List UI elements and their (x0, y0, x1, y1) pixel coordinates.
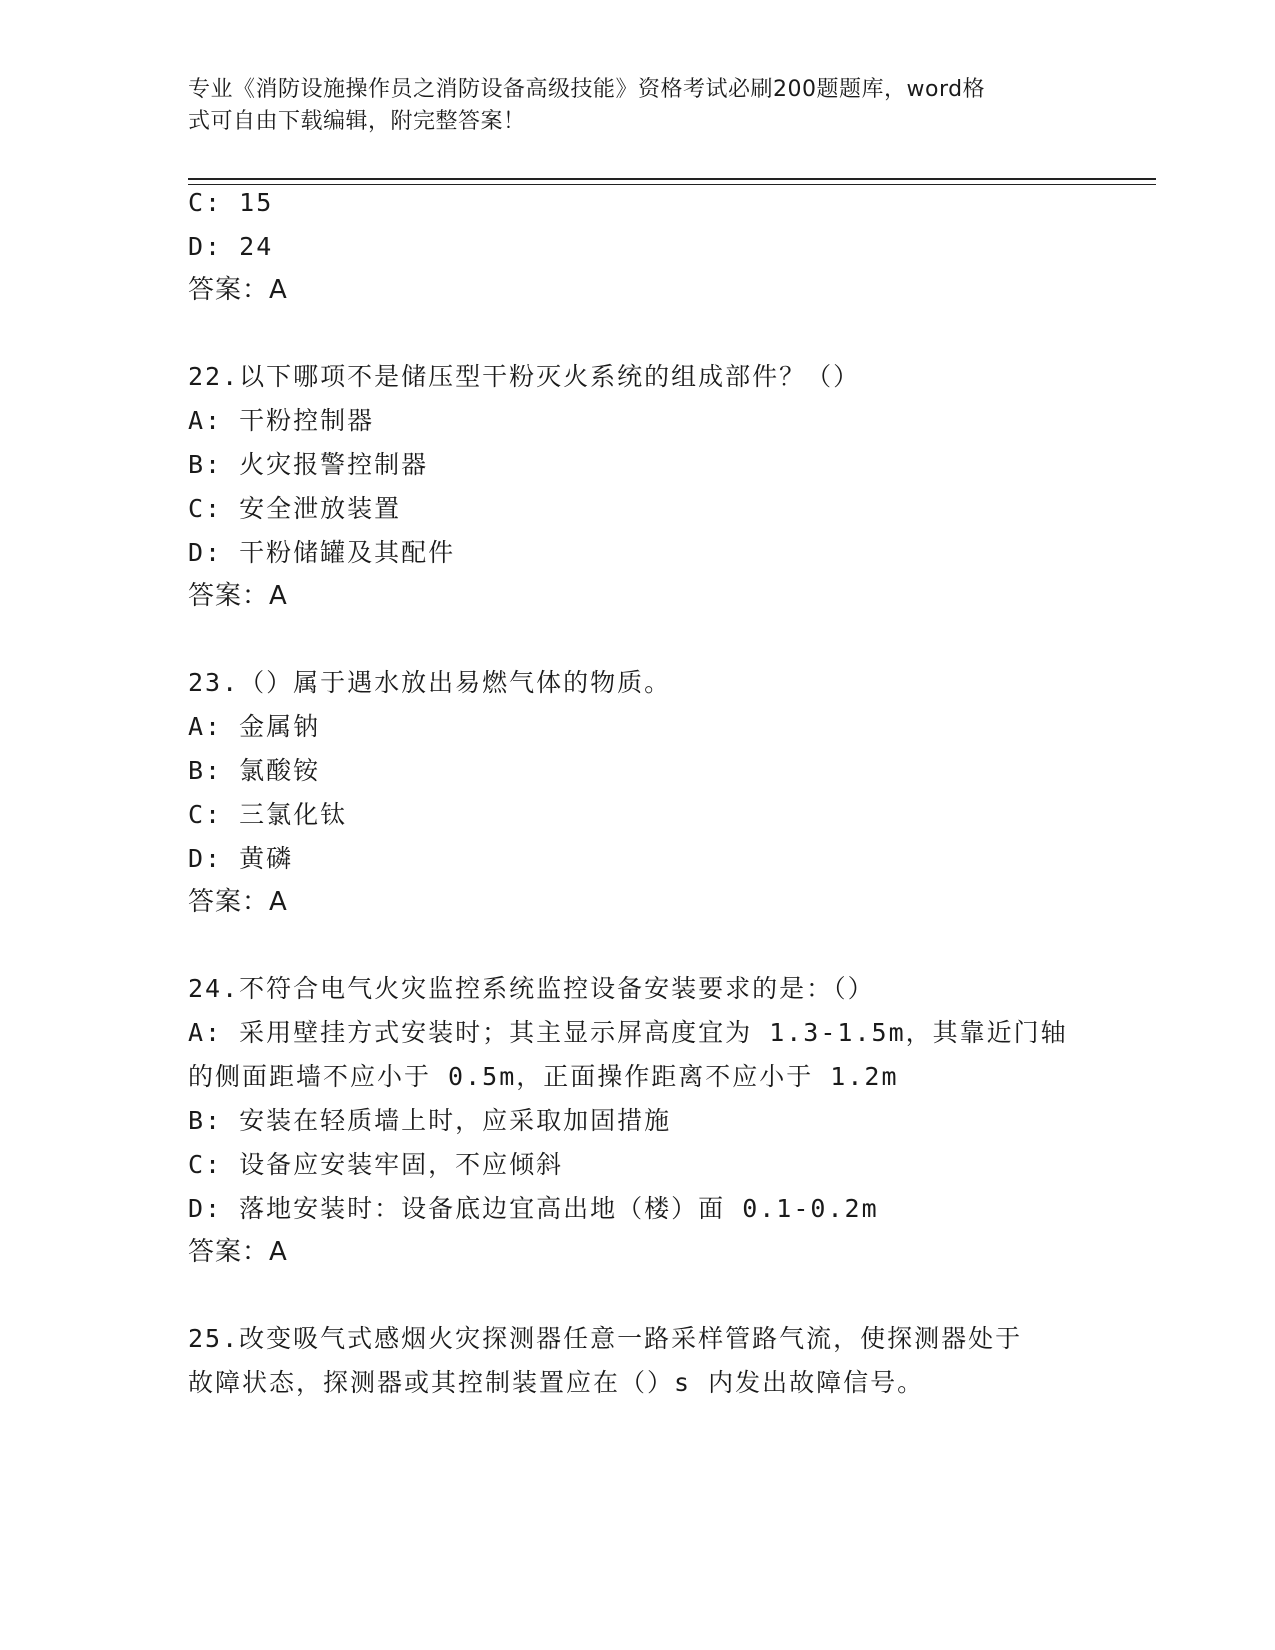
q24-answer: 答案：A (188, 1237, 288, 1267)
q23-option-a: A: 金属钠 (188, 712, 321, 741)
q25-question-line-1: 25.改变吸气式感烟火灾探测器任意一路采样管路气流，使探测器处于 (188, 1324, 1023, 1353)
q25-question-line-2: 故障状态，探测器或其控制装置应在（）s 内发出故障信号。 (188, 1368, 925, 1397)
q24-option-a-line-2: 的侧面距墙不应小于 0.5m，正面操作距离不应小于 1.2m (188, 1062, 899, 1091)
q22-option-a: A: 干粉控制器 (188, 406, 375, 435)
q21-option-d: D: 24 (188, 232, 274, 261)
q23-question: 23.（）属于遇水放出易燃气体的物质。 (188, 668, 672, 697)
q22-answer: 答案：A (188, 581, 288, 611)
q24-question: 24.不符合电气火灾监控系统监控设备安装要求的是：（） (188, 974, 875, 1003)
q23-option-c: C: 三氯化钛 (188, 800, 348, 829)
header-line-2: 式可自由下载编辑，附完整答案！ (188, 109, 526, 134)
q24-option-c: C: 设备应安装牢固，不应倾斜 (188, 1150, 564, 1179)
q22-question: 22.以下哪项不是储压型干粉灭火系统的组成部件？（） (188, 362, 861, 391)
header-line-1: 专业《消防设施操作员之消防设备高级技能》资格考试必刷200题题库，word格 (188, 77, 986, 102)
q22-option-b: B: 火灾报警控制器 (188, 450, 429, 479)
q22-option-c: C: 安全泄放装置 (188, 494, 402, 523)
q23-option-b: B: 氯酸铵 (188, 756, 321, 785)
q24-option-b: B: 安装在轻质墙上时，应采取加固措施 (188, 1106, 672, 1135)
header-divider-thick (188, 178, 1156, 180)
header-divider-thin (188, 184, 1156, 185)
q22-option-d: D: 干粉储罐及其配件 (188, 538, 456, 567)
q23-answer: 答案：A (188, 887, 288, 917)
q24-option-d: D: 落地安装时：设备底边宜高出地（楼）面 0.1-0.2m (188, 1194, 879, 1223)
q21-answer: 答案：A (188, 275, 288, 305)
header-title (188, 74, 1088, 138)
q24-option-a-line-1: A: 采用壁挂方式安装时；其主显示屏高度宜为 1.3-1.5m，其靠近门轴 (188, 1018, 1068, 1047)
q23-option-d: D: 黄磷 (188, 844, 294, 873)
q21-option-c: C: 15 (188, 188, 274, 217)
